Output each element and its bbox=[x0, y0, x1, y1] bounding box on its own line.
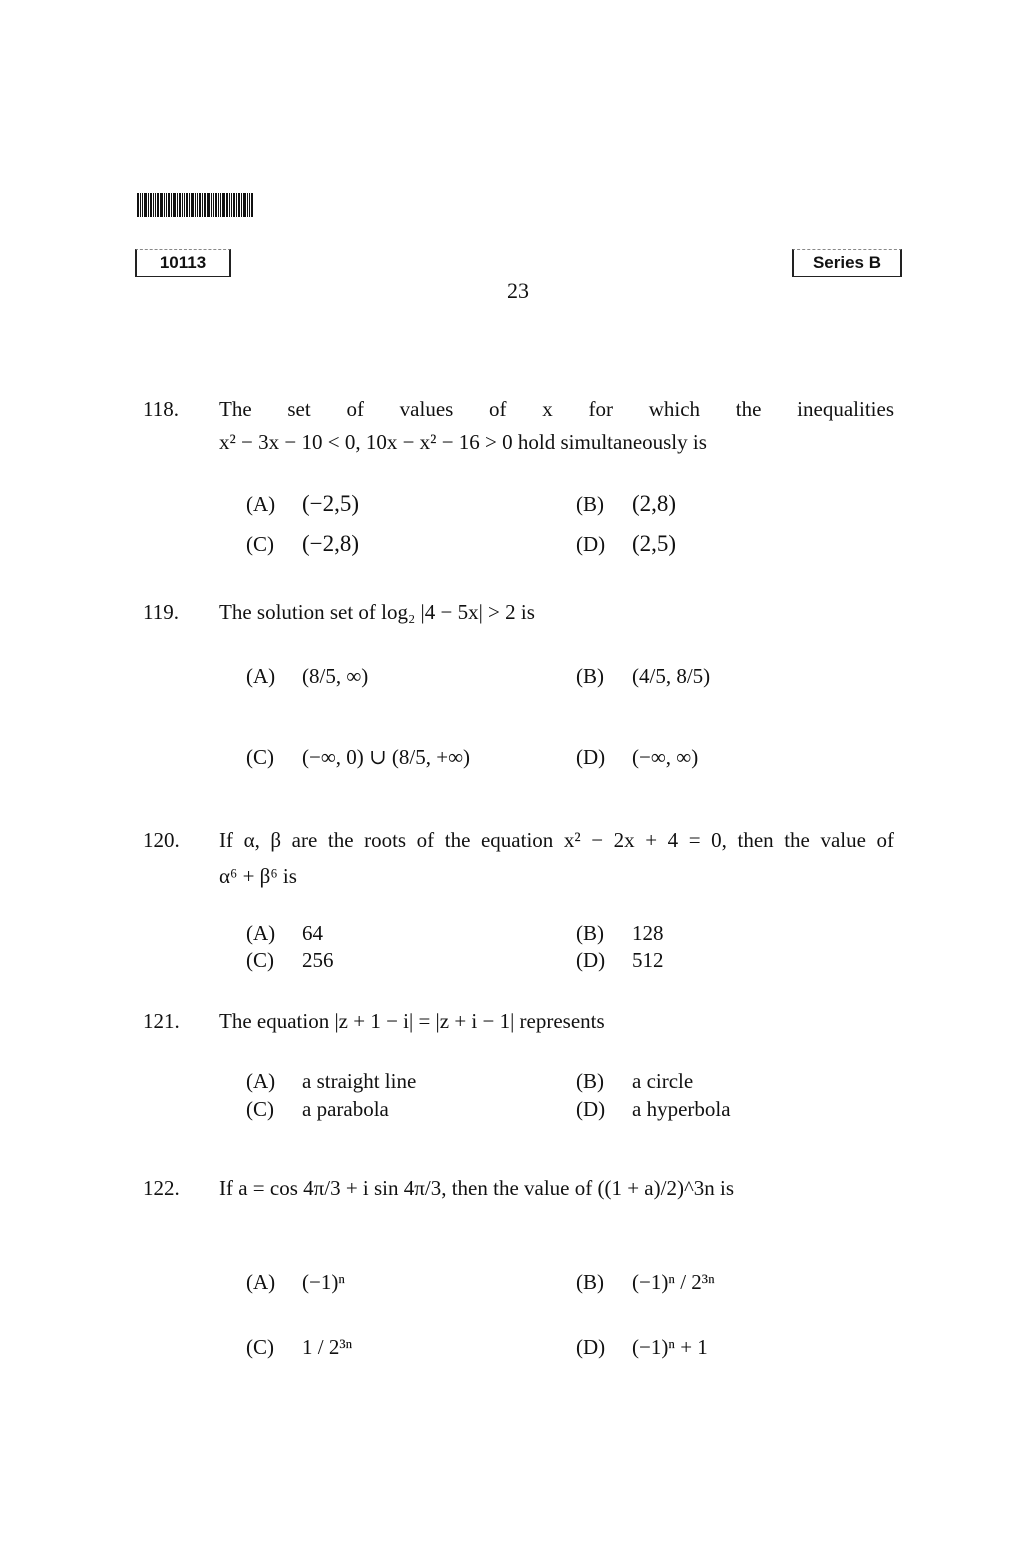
option-value: a straight line bbox=[302, 1069, 417, 1093]
barcode-bar bbox=[202, 193, 203, 217]
option-value: (−∞, ∞) bbox=[632, 745, 699, 769]
barcode-bar bbox=[197, 193, 198, 217]
option-label: (B) bbox=[576, 921, 604, 945]
option-d bbox=[576, 948, 664, 973]
question-text: The equation |z + 1 − i| = |z + i − 1| represents bbox=[219, 1009, 605, 1033]
option-value: 512 bbox=[632, 948, 664, 972]
option-value: 64 bbox=[302, 921, 323, 945]
question-number: 122. bbox=[143, 1176, 180, 1200]
option-label: (C) bbox=[246, 745, 274, 769]
question-text-line2: x² − 3x − 10 < 0, 10x − x² − 16 > 0 hold simultaneously is bbox=[219, 430, 707, 454]
option-value: (−2,8) bbox=[302, 531, 360, 556]
option-a bbox=[246, 491, 359, 517]
barcode-bar bbox=[236, 193, 237, 217]
option-label: (B) bbox=[576, 491, 604, 516]
barcode-bar bbox=[173, 193, 176, 217]
option-label: (A) bbox=[246, 664, 276, 688]
barcode-bar bbox=[241, 193, 242, 217]
question-text-line2: α⁶ + β⁶ is bbox=[219, 864, 297, 888]
option-b bbox=[576, 1069, 693, 1094]
barcode-bar bbox=[222, 193, 225, 217]
barcode-bar bbox=[213, 193, 214, 217]
option-c bbox=[246, 745, 470, 770]
option-a bbox=[246, 664, 368, 689]
option-value: (2,8) bbox=[632, 491, 677, 516]
question-number: 118. bbox=[143, 397, 179, 421]
option-label: (C) bbox=[246, 948, 274, 972]
option-c bbox=[246, 1335, 352, 1360]
barcode-bar bbox=[171, 193, 172, 217]
barcode-bar bbox=[215, 193, 217, 217]
option-c bbox=[246, 948, 334, 973]
barcode-bar bbox=[140, 193, 141, 217]
question-number: 120. bbox=[143, 828, 180, 852]
option-label: (B) bbox=[576, 1069, 604, 1093]
barcode-bar bbox=[204, 193, 206, 217]
option-value: (−1)ⁿ bbox=[302, 1270, 345, 1294]
barcode-bar bbox=[182, 193, 183, 217]
barcode-bar bbox=[137, 193, 139, 217]
option-label: (A) bbox=[246, 1069, 276, 1093]
option-value: a hyperbola bbox=[632, 1097, 731, 1121]
option-label: (B) bbox=[576, 1270, 604, 1294]
option-d bbox=[576, 531, 676, 557]
barcode-bar bbox=[229, 193, 230, 217]
barcode-bar bbox=[157, 193, 159, 217]
option-d bbox=[576, 1335, 708, 1360]
barcode-bar bbox=[148, 193, 149, 217]
option-c bbox=[246, 531, 359, 557]
barcode-bar bbox=[179, 193, 181, 217]
barcode-bar bbox=[218, 193, 219, 217]
option-label: (A) bbox=[246, 1270, 276, 1294]
barcode-bar bbox=[164, 193, 165, 217]
barcode-bar bbox=[150, 193, 152, 217]
barcode-bar bbox=[211, 193, 212, 217]
barcode-bar bbox=[177, 193, 178, 217]
option-value: (8/5, ∞) bbox=[302, 664, 369, 688]
question-text: The solution set of log₂ |4 − 5x| > 2 is bbox=[219, 600, 535, 624]
option-c bbox=[246, 1097, 389, 1122]
option-label: (C) bbox=[246, 1335, 274, 1359]
barcode-bar bbox=[160, 193, 163, 217]
question-text-line1: If α, β are the roots of the equation x² − 2x + 4 = 0, then the value of bbox=[219, 828, 894, 852]
barcode-bar bbox=[168, 193, 170, 217]
question-text-line1: The set of values of x for which the inequalities bbox=[219, 397, 894, 421]
option-value: 256 bbox=[302, 948, 334, 972]
option-label: (A) bbox=[246, 491, 276, 516]
option-label: (A) bbox=[246, 921, 276, 945]
option-value: (2,5) bbox=[632, 531, 677, 556]
barcode-bar bbox=[186, 193, 188, 217]
option-value: a parabola bbox=[302, 1097, 389, 1121]
question-number: 121. bbox=[143, 1009, 180, 1033]
question-text: If a = cos 4π/3 + i sin 4π/3, then the value of ((1 + a)/2)^3n is bbox=[219, 1176, 735, 1200]
option-d bbox=[576, 1097, 731, 1122]
barcode-bar bbox=[251, 193, 253, 217]
option-value: (4/5, 8/5) bbox=[632, 664, 711, 688]
option-b bbox=[576, 664, 710, 689]
option-label: (D) bbox=[576, 531, 606, 556]
barcode-bar bbox=[199, 193, 201, 217]
option-label: (B) bbox=[576, 664, 604, 688]
paper-code-box bbox=[135, 249, 231, 277]
option-a bbox=[246, 1270, 345, 1295]
barcode-bar bbox=[166, 193, 167, 217]
barcode-bar bbox=[195, 193, 196, 217]
option-value: (−1)ⁿ + 1 bbox=[632, 1335, 708, 1359]
barcode-bar bbox=[238, 193, 240, 217]
option-value: (−1)ⁿ / 2³ⁿ bbox=[632, 1270, 715, 1294]
option-label: (D) bbox=[576, 1097, 606, 1121]
barcode-bar bbox=[207, 193, 210, 217]
option-value: a circle bbox=[632, 1069, 694, 1093]
option-value: 128 bbox=[632, 921, 664, 945]
barcode-bar bbox=[142, 193, 143, 217]
option-d bbox=[576, 745, 698, 770]
option-a bbox=[246, 1069, 416, 1094]
barcode-bar bbox=[247, 193, 248, 217]
question-number: 119. bbox=[143, 600, 179, 624]
option-b bbox=[576, 921, 664, 946]
option-b bbox=[576, 1270, 715, 1295]
option-b bbox=[576, 491, 676, 517]
barcode-bar bbox=[243, 193, 246, 217]
barcode-bar bbox=[184, 193, 185, 217]
barcode-bar bbox=[155, 193, 156, 217]
barcode-bar bbox=[189, 193, 190, 217]
option-label: (D) bbox=[576, 745, 606, 769]
option-label: (D) bbox=[576, 948, 606, 972]
option-label: (C) bbox=[246, 531, 274, 556]
series-box bbox=[792, 249, 902, 277]
barcode-bar bbox=[191, 193, 194, 217]
option-value: 1 / 2³ⁿ bbox=[302, 1335, 353, 1359]
barcode bbox=[137, 193, 301, 217]
barcode-bar bbox=[231, 193, 232, 217]
option-label: (C) bbox=[246, 1097, 274, 1121]
option-value: (−∞, 0) ∪ (8/5, +∞) bbox=[302, 745, 471, 769]
option-value: (−2,5) bbox=[302, 491, 360, 516]
barcode-bar bbox=[249, 193, 250, 217]
option-a bbox=[246, 921, 323, 946]
barcode-bar bbox=[144, 193, 147, 217]
option-label: (D) bbox=[576, 1335, 606, 1359]
series-label: Series B bbox=[812, 253, 882, 272]
barcode-bar bbox=[153, 193, 154, 217]
barcode-bar bbox=[220, 193, 221, 217]
page-number: 23 bbox=[507, 278, 529, 303]
paper-code: 10113 bbox=[159, 253, 207, 272]
barcode-bar bbox=[233, 193, 235, 217]
barcode-bar bbox=[226, 193, 228, 217]
